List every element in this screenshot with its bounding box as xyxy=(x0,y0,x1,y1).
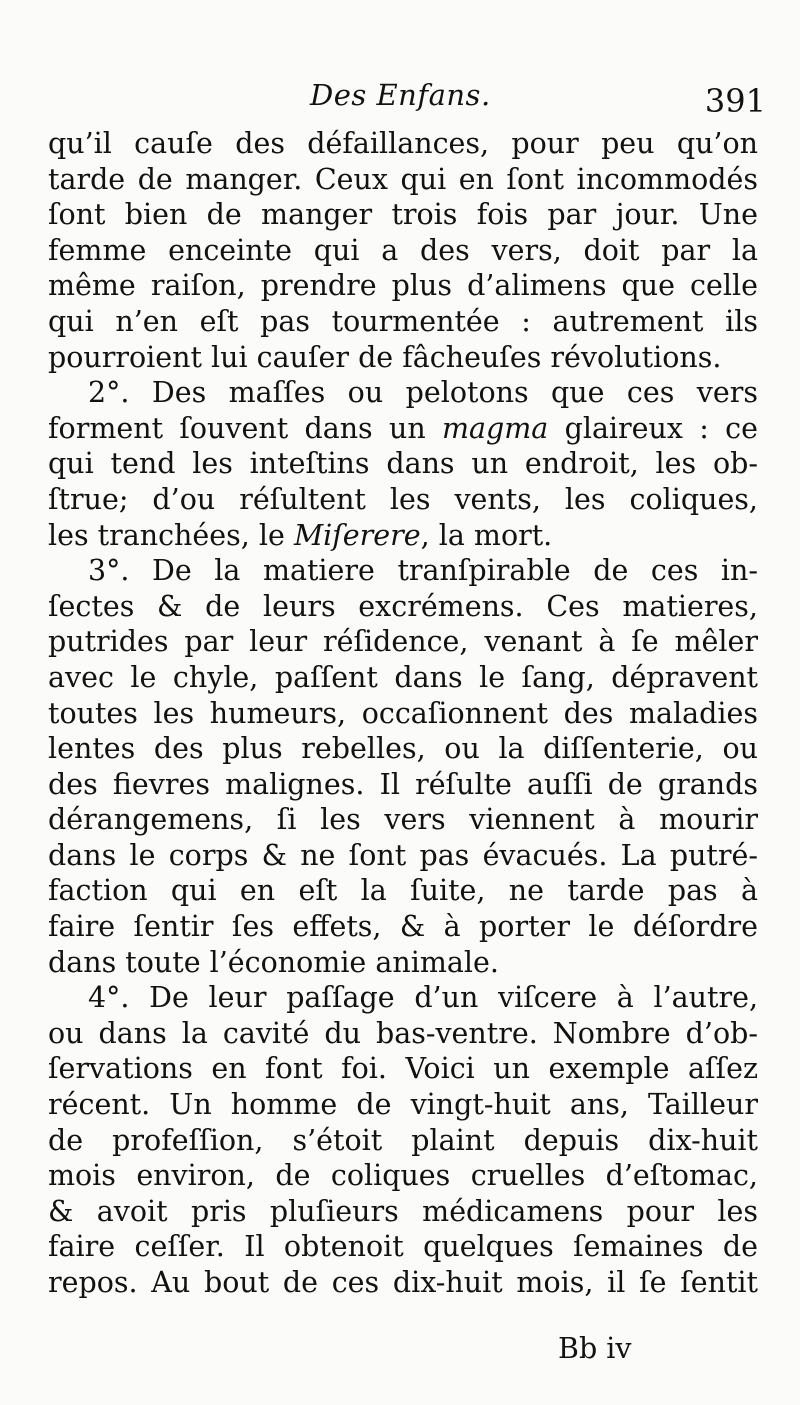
text-line: 3°. De la matiere tranſpirable de ces in- xyxy=(88,554,758,588)
text-line: récent. Un homme de vingt-huit ans, Tailleur xyxy=(48,1088,758,1122)
text-line: les tranchées, le Miſerere, la mort. xyxy=(48,518,553,552)
text-line: ſont bien de manger trois fois par jour. Une xyxy=(48,198,758,232)
text-line: faire ceſſer. Il obtenoit quelques ſemaines de xyxy=(48,1230,758,1264)
text-line: faire ſentir ſes effets, & à porter le déſordre xyxy=(48,910,758,944)
text-line: 4°. De leur paſſage d’un viſcere à l’autre, xyxy=(88,981,758,1015)
text-line: ſervations en font foi. Voici un exemple aſſez xyxy=(48,1052,758,1086)
text-line: même raiſon, prendre plus d’alimens que celle xyxy=(48,269,758,303)
text-line: 2°. Des maſſes ou pelotons que ces vers xyxy=(88,376,758,410)
body-text xyxy=(48,126,758,1301)
page-header xyxy=(0,74,800,124)
text-line: mois environ, de coliques cruelles d’eſtomac, xyxy=(48,1159,758,1193)
text-line: forment ſouvent dans un magma glaireux : ce xyxy=(48,411,758,445)
text-line: des fievres malignes. Il réſulte auſſi de grands xyxy=(48,767,758,801)
text-line: lentes des plus rebelles, ou la diſſenterie, ou xyxy=(48,732,758,766)
text-line: ſectes & de leurs excrémens. Ces matieres, xyxy=(48,589,758,623)
text-line: dérangemens, ſi les vers viennent à mourir xyxy=(48,803,758,837)
text-line: qu’il cauſe des défaillances, pour peu qu’on xyxy=(48,127,758,160)
text-line: & avoit pris pluſieurs médicamens pour les xyxy=(48,1194,758,1228)
text-line: pourroient lui cauſer de fâcheuſes révolutions. xyxy=(48,340,722,374)
text-line: femme enceinte qui a des vers, doit par la xyxy=(48,233,758,267)
text-line: repos. Au bout de ces dix-huit mois, il ſe ſentit xyxy=(48,1266,758,1299)
signature-mark: Bb iv xyxy=(558,1332,632,1365)
text-line: toutes les humeurs, occaſionnent des maladies xyxy=(48,696,758,730)
text-line: putrides par leur réſidence, venant à ſe mêler xyxy=(48,625,758,659)
text-line: de profeſſion, s’étoit plaint depuis dix-huit xyxy=(48,1123,758,1157)
text-line: faction qui en eſt la ſuite, ne tarde pas à xyxy=(48,874,758,908)
text-line: qui n’en eſt pas tourmentée : autrement ils xyxy=(48,304,758,338)
text-line: tarde de manger. Ceux qui en ſont incommodés xyxy=(48,162,758,196)
text-line: qui tend les inteſtins dans un endroit, les ob- xyxy=(48,447,758,481)
text-line: dans toute l’économie animale. xyxy=(48,945,499,979)
text-line: avec le chyle, paſſent dans le ſang, dépravent xyxy=(48,660,758,694)
page-number: 391 xyxy=(704,82,766,120)
text-line: dans le corps & ne ſont pas évacués. La putré- xyxy=(48,838,758,872)
text-line: ou dans la cavité du bas-ventre. Nombre d’ob- xyxy=(48,1016,758,1050)
text-line: ſtrue; d’ou réſultent les vents, les coliques, xyxy=(48,482,758,516)
running-title: Des Enfans. xyxy=(310,78,491,112)
